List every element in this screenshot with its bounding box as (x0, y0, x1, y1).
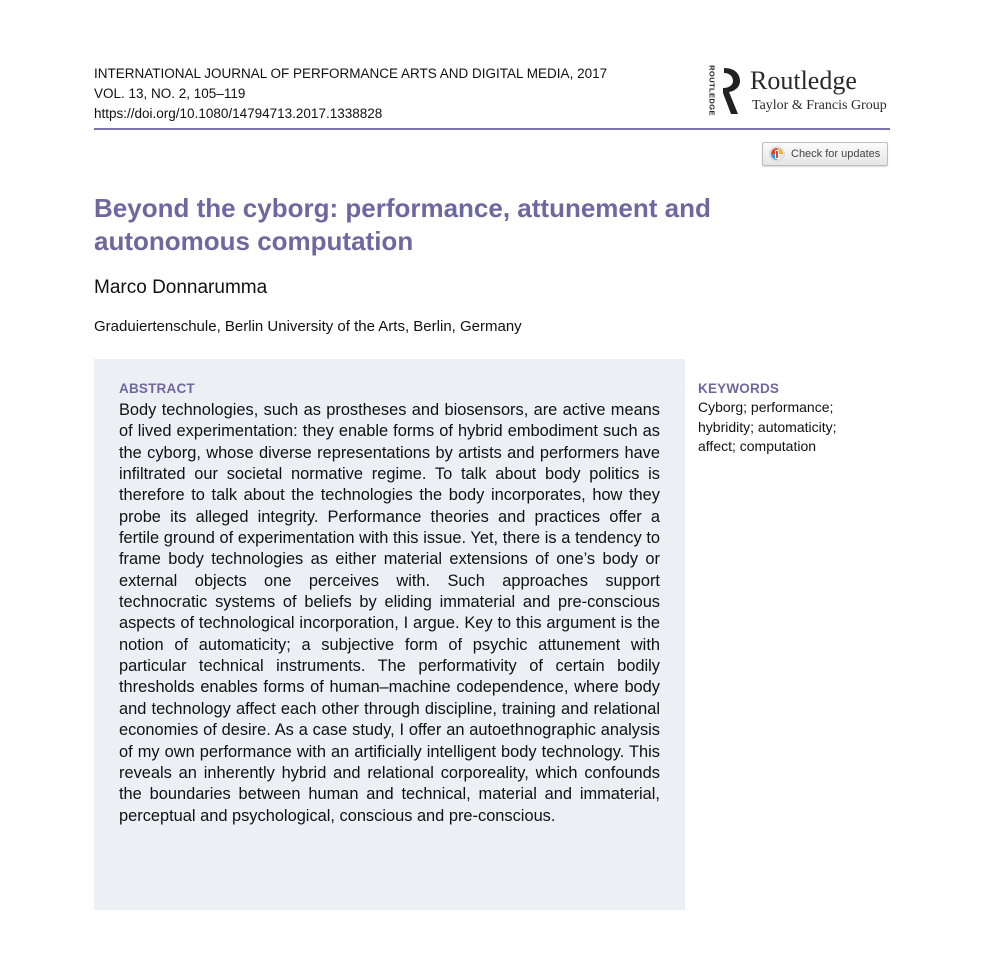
doi-link[interactable]: https://doi.org/10.1080/14794713.2017.1338828 (94, 106, 383, 121)
article-title: Beyond the cyborg: performance, attunement and autonomous computation (94, 193, 711, 256)
abstract-text: Body technologies, such as prostheses and biosensors, are active means of lived experimentation: they enable forms of hybrid embodiment such as the cyborg, whose diverse representations by artists and performers have infiltrated our societal normative regime. To talk about body politics is therefore to talk about the technologies the body incorporates, how they probe its alleged integrity. Performance theories and practices offer a fertile ground of experimentation with this issue. Yet, there is a tendency to frame body technologies as either material extensions of one’s body or external objects one perceives with. Such approaches support technocratic systems of beliefs by eliding immaterial and pre-conscious aspects of technological incorporation, I argue. Key to this argument is the notion of automaticity; a subjective form of psychic attunement with particular technical instruments. The performativity of certain bodily thresholds enables forms of human–machine codependence, where body and technology affect each other through discipline, training and relational economies of desire. As a case study, I offer an autoethnographic analysis of my own performance with an artificially intelligent body technology. This reveals an inherently hybrid and relational corporeality, which confounds the boundaries between human and technical, material and immaterial, perceptual and psychological, conscious and pre-conscious. (119, 401, 660, 825)
author-affiliation: Graduiertenschule, Berlin University of the Arts, Berlin, Germany (94, 318, 522, 335)
keywords-list: Cyborg; performance; hybridity; automaticity; affect; computation (698, 399, 837, 454)
publisher-group: Taylor & Francis Group (752, 98, 887, 113)
publisher-logo (706, 64, 896, 120)
publisher-vertical-label: ROUTLEDGE (707, 65, 717, 116)
abstract-heading: ABSTRACT (119, 381, 195, 396)
abstract-box (94, 359, 685, 910)
keywords-heading: KEYWORDS (698, 381, 780, 396)
check-for-updates-button[interactable] (762, 142, 888, 166)
author-name: Marco Donnarumma (94, 277, 268, 298)
check-for-updates-label: Check for updates (791, 148, 881, 160)
header-divider (94, 128, 890, 130)
journal-header (94, 64, 607, 124)
journal-name: INTERNATIONAL JOURNAL OF PERFORMANCE ARTS AND DIGITAL MEDIA, 2017 (94, 66, 608, 81)
routledge-logo-icon (720, 66, 744, 116)
journal-volume: VOL. 13, NO. 2, 105–119 (94, 86, 246, 101)
crossmark-icon (769, 146, 785, 162)
publisher-brand: Routledge (750, 66, 857, 95)
